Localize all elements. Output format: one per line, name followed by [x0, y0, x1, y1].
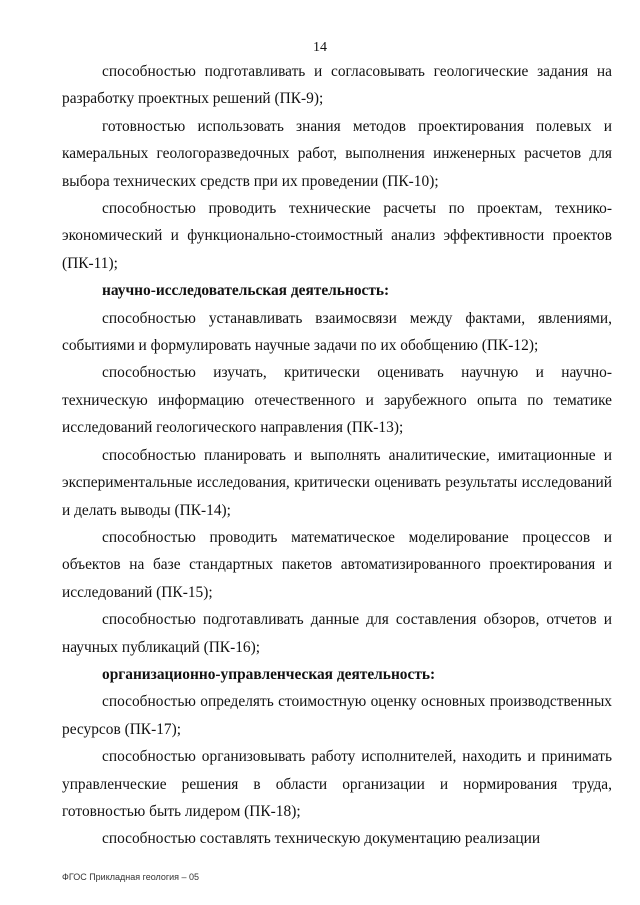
paragraph: способностью устанавливать взаимосвязи между фактами, явлениями, событиями и формулировать научные задачи по их обобщению (ПК-12);: [62, 309, 612, 355]
paragraph: способностью подготавливать данные для составления обзоров, отчетов и научных публикаций (ПК-16);: [62, 611, 612, 656]
paragraph: способностью планировать и выполнять аналитические, имитационные и экспериментальные исследования, критически оценивать результаты исследований и делать выводы (ПК-14);: [62, 446, 612, 519]
paragraph: способностью проводить технические расчеты по проектам, технико-экономический и функционально-стоимостный анализ эффективности проектов (ПК-11);: [62, 200, 612, 272]
section-heading: научно-исследовательская деятельность:: [102, 282, 390, 300]
paragraph: способностью определять стоимостную оценку основных производственных ресурсов (ПК-17);: [62, 693, 612, 738]
paragraph: способностью составлять техническую документацию реализации: [102, 830, 541, 848]
section-heading: организационно-управленческая деятельность:: [102, 665, 436, 683]
document-body: [62, 58, 612, 853]
page-footer: ФГОС Прикладная геология – 05: [62, 872, 200, 882]
paragraph: способностью подготавливать и согласовывать геологические задания на разработку проектных решений (ПК-9);: [62, 63, 612, 108]
paragraph: готовностью использовать знания методов проектирования полевых и камеральных геологоразведочных работ, выполнения инженерных расчетов для выбора технических средств при их проведении (ПК-10);: [62, 117, 612, 190]
page-number: 14: [313, 40, 327, 55]
paragraph: способностью изучать, критически оценивать научную и научно-техническую информацию отечественного и зарубежного опыта по тематике исследований геологического направления (ПК-13);: [62, 364, 612, 437]
paragraph: способностью организовывать работу исполнителей, находить и принимать управленческие решения в области организации и нормирования труда, готовностью быть лидером (ПК-18);: [62, 748, 612, 820]
paragraph: способностью проводить математическое моделирование процессов и объектов на базе стандартных пакетов автоматизированного проектирования и исследований (ПК-15);: [62, 528, 612, 601]
